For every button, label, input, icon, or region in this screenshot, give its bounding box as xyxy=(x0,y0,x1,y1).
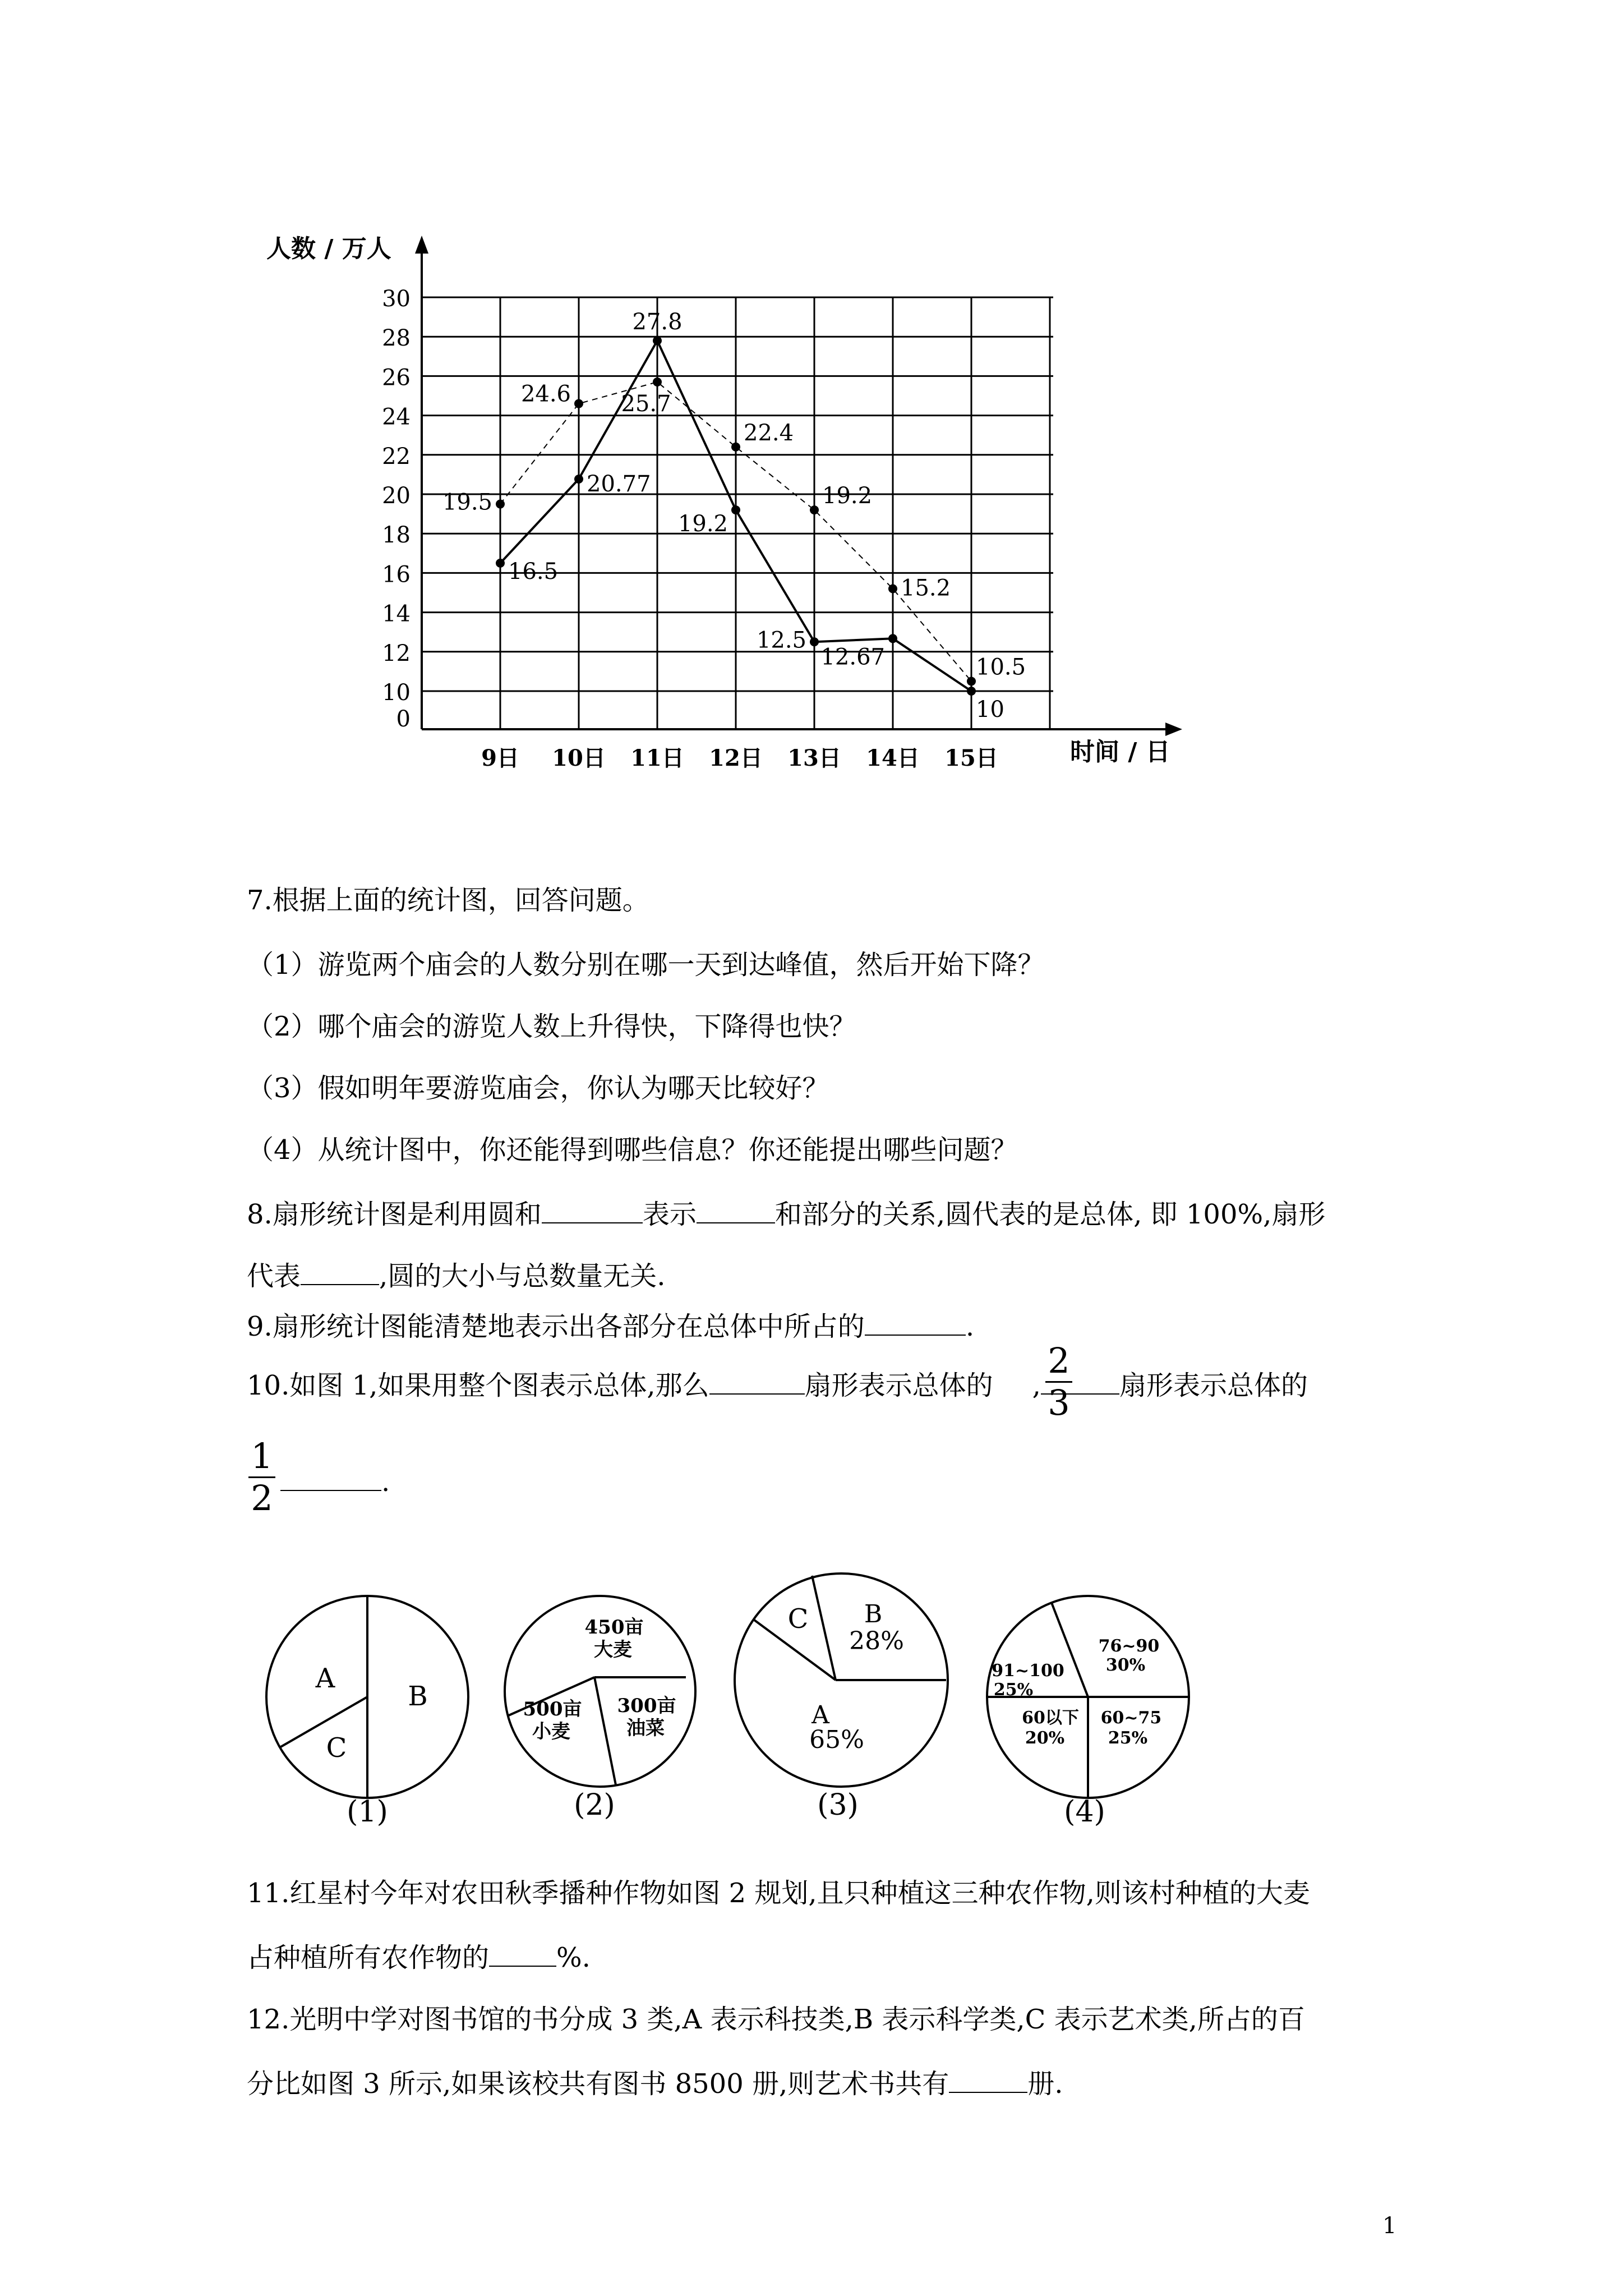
data-point xyxy=(967,687,976,696)
data-label: 25.7 xyxy=(621,390,671,417)
data-point xyxy=(653,336,662,345)
pie-2-label-wheat: 小麦 xyxy=(532,1720,570,1743)
q10-text-d: 扇形表示总体的 xyxy=(1119,1370,1308,1401)
question-10-line-2 xyxy=(280,1465,390,1499)
pie-2-caption: (2) xyxy=(574,1788,615,1822)
pie-2-label-rapeseed: 油菜 xyxy=(626,1717,665,1740)
pie-chart-1 xyxy=(264,1593,471,1801)
data-point xyxy=(731,505,740,514)
pie-4-label-91-100: 91~100 xyxy=(992,1661,1064,1681)
q8-text-b: 表示 xyxy=(642,1199,697,1230)
data-point xyxy=(731,443,740,452)
fraction-two-thirds xyxy=(1042,1341,1076,1423)
q8-text-e: ,圆的大小与总数量无关. xyxy=(379,1260,666,1292)
question-10-line-1 xyxy=(247,1369,1308,1402)
q9-text-b: . xyxy=(965,1311,975,1342)
pie-3-label-a-percent: 65% xyxy=(809,1726,864,1754)
x-tick-label: 13日 xyxy=(787,745,841,771)
x-tick-label: 11日 xyxy=(630,745,684,771)
pie-4-label-below-60: 60以下 xyxy=(1022,1708,1079,1728)
pie-1-divider-diagonal xyxy=(280,1697,367,1747)
q8-blank-1[interactable] xyxy=(542,1200,643,1223)
data-label: 19.2 xyxy=(822,483,873,509)
fraction-numerator: 2 xyxy=(1048,1340,1070,1381)
question-12-line-2 xyxy=(247,2067,1063,2101)
question-9 xyxy=(247,1310,974,1343)
y-tick-label: 14 xyxy=(382,601,411,627)
fraction-denominator: 2 xyxy=(251,1478,273,1519)
q8-text-d: 代表 xyxy=(247,1260,301,1292)
question-7-2: （2）哪个庙会的游览人数上升得快，下降得也快？ xyxy=(247,1011,856,1042)
question-7-1: （1）游览两个庙会的人数分别在哪一天到达峰值，然后开始下降？ xyxy=(247,949,1045,981)
y-tick-label: 24 xyxy=(382,404,411,430)
pie-2-label-barley: 大麦 xyxy=(594,1639,632,1661)
q11-text-c: %. xyxy=(556,1942,591,1973)
x-tick-label: 14日 xyxy=(866,745,920,771)
q10-text-b: 扇形表示总体的 xyxy=(804,1370,993,1401)
data-label: 12.5 xyxy=(756,627,806,654)
pie-chart-4 xyxy=(984,1593,1192,1801)
q12-text-b: 分比如图 3 所示,如果该校共有图书 8500 册,则艺术书共有 xyxy=(247,2068,949,2100)
question-11-line-1: 11.红星村今年对农田秋季播种作物如图 2 规划,且只种植这三种农作物,则该村种植的大麦 xyxy=(247,1878,1310,1909)
q10-blank-3[interactable] xyxy=(280,1467,381,1491)
x-tick-label: 10日 xyxy=(552,745,606,771)
q8-text-a: 8.扇形统计图是利用圆和 xyxy=(247,1199,542,1230)
q11-blank[interactable] xyxy=(489,1943,556,1967)
data-label: 12.67 xyxy=(820,644,885,670)
pie-1-label-b: B xyxy=(408,1681,428,1712)
q11-text-b: 占种植所有农作物的 xyxy=(247,1942,490,1973)
y-axis-label: 人数 / 万人 xyxy=(266,234,391,263)
data-label: 22.4 xyxy=(744,420,794,446)
pie-3-label-c: C xyxy=(787,1603,809,1635)
data-point xyxy=(967,677,976,685)
q10-text-c: , xyxy=(1032,1370,1041,1401)
data-label: 19.5 xyxy=(442,489,492,516)
x-tick-label: 15日 xyxy=(944,745,998,771)
q10-text-e: . xyxy=(381,1466,390,1498)
data-point xyxy=(810,637,819,646)
fraction-denominator: 3 xyxy=(1048,1382,1070,1423)
fraction-one-half xyxy=(245,1436,279,1519)
data-point xyxy=(653,378,662,386)
x-axis-label: 时间 / 日 xyxy=(1070,738,1170,766)
y-tick-label: 20 xyxy=(382,483,411,509)
question-11-line-2 xyxy=(247,1941,591,1975)
y-tick-label: 18 xyxy=(382,522,411,549)
q8-blank-2[interactable] xyxy=(697,1200,775,1223)
q12-text-c: 册. xyxy=(1027,2068,1063,2100)
data-label: 19.2 xyxy=(677,511,728,537)
data-label: 16.5 xyxy=(508,558,559,585)
x-tick-label: 9日 xyxy=(481,745,519,771)
q10-blank-1[interactable] xyxy=(709,1371,805,1395)
pie-4-caption: (4) xyxy=(1064,1795,1105,1829)
y-tick-label: 12 xyxy=(382,640,411,666)
fraction-numerator: 1 xyxy=(251,1435,273,1476)
pie-3-label-b-percent: 28% xyxy=(849,1627,904,1655)
y-tick-label: 0 xyxy=(396,706,411,732)
q8-blank-3[interactable] xyxy=(301,1262,379,1285)
data-point xyxy=(496,559,505,568)
question-8-line-1 xyxy=(247,1198,1325,1231)
data-point xyxy=(810,505,819,514)
pie-2-label-barley-amount: 450亩 xyxy=(584,1616,644,1639)
y-tick-label: 26 xyxy=(382,365,411,391)
y-tick-label: 22 xyxy=(382,443,411,470)
pie-4-divider-1 xyxy=(1052,1603,1088,1697)
pie-4-label-76-90-percent: 30% xyxy=(1105,1655,1146,1675)
line-chart xyxy=(0,0,1623,813)
data-point xyxy=(574,475,583,484)
x-tick-label: 12日 xyxy=(709,745,763,771)
data-label: 10 xyxy=(976,697,1004,723)
pie-1-caption: (1) xyxy=(347,1795,388,1829)
question-7-4: （4）从统计图中，你还能得到哪些信息？你还能提出哪些问题？ xyxy=(247,1134,1018,1166)
pie-3-label-a: A xyxy=(811,1701,829,1729)
data-label: 20.77 xyxy=(587,471,651,497)
pie-chart-2 xyxy=(502,1593,698,1789)
question-8-line-2 xyxy=(247,1259,666,1293)
pie-2-label-rapeseed-amount: 300亩 xyxy=(617,1695,676,1717)
pie-chart-3 xyxy=(732,1571,951,1789)
question-7: 7.根据上面的统计图，回答问题。 xyxy=(247,885,649,916)
y-tick-label: 10 xyxy=(382,680,411,706)
q10-text-a: 10.如图 1,如果用整个图表示总体,那么 xyxy=(247,1370,709,1401)
pie-3-label-b: B xyxy=(864,1600,883,1628)
pie-2-label-wheat-amount: 500亩 xyxy=(523,1698,582,1720)
page-number: 1 xyxy=(1382,2213,1397,2239)
pie-4-label-76-90: 76~90 xyxy=(1098,1636,1160,1656)
data-label: 24.6 xyxy=(520,381,571,407)
x-axis-arrow xyxy=(1165,723,1182,736)
pie-4-label-below-60-percent: 20% xyxy=(1025,1728,1065,1748)
data-label: 10.5 xyxy=(976,654,1026,680)
q8-text-c: 和部分的关系,圆代表的是总体, 即 100%,扇形 xyxy=(774,1199,1326,1230)
data-point xyxy=(888,584,897,593)
q12-blank[interactable] xyxy=(949,2069,1027,2093)
pie-4-label-60-75-percent: 25% xyxy=(1108,1728,1148,1748)
chart-series xyxy=(442,309,1026,723)
pie-4-label-60-75: 60~75 xyxy=(1100,1708,1162,1728)
data-point xyxy=(574,399,583,408)
question-7-3: （3）假如明年要游览庙会，你认为哪天比较好？ xyxy=(247,1073,829,1104)
y-tick-label: 28 xyxy=(382,325,411,352)
y-tick-label: 30 xyxy=(382,286,411,312)
pie-1-label-a: A xyxy=(315,1663,335,1694)
pie-3-caption: (3) xyxy=(817,1788,859,1822)
y-axis-arrow xyxy=(415,236,428,254)
pie-4-label-91-100-percent: 25% xyxy=(993,1680,1034,1700)
pie-2-divider-3 xyxy=(594,1677,616,1785)
pie-1-label-c: C xyxy=(326,1732,347,1764)
y-tick-label: 16 xyxy=(382,562,411,588)
data-point xyxy=(888,634,897,643)
q9-blank[interactable] xyxy=(865,1312,966,1336)
q9-text-a: 9.扇形统计图能清楚地表示出各部分在总体中所占的 xyxy=(247,1311,865,1342)
data-label: 27.8 xyxy=(632,309,683,335)
question-12-line-1: 12.光明中学对图书馆的书分成 3 类,A 表示科技类,B 表示科学类,C 表示艺术类,所占的百 xyxy=(247,2004,1305,2035)
data-point xyxy=(496,500,505,509)
data-label: 15.2 xyxy=(901,575,951,601)
